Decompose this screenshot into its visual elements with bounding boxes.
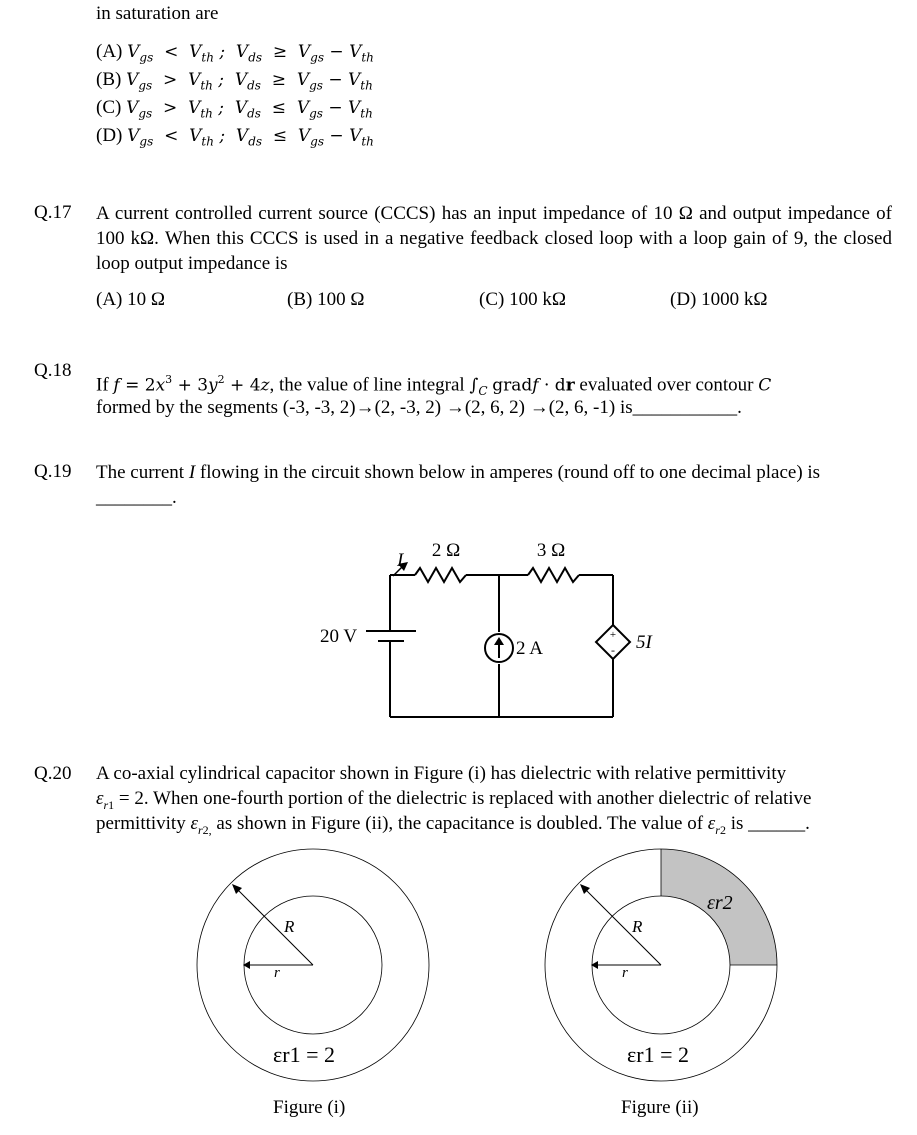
q16-option-c: (C) $V_{gs} > V_{th}$ ; $V_{ds} \le V_{gs} - V_{th}$ (96, 97, 373, 121)
fig2-epsilon-label: εr1 = 2 (627, 1042, 689, 1067)
q19-number: Q.19 (34, 461, 72, 482)
q20-line1: A co-axial cylindrical capacitor shown in Figure (i) has dielectric with relative permittivity (96, 763, 787, 784)
circuit-voltage-source-label: 20 V (320, 626, 358, 647)
figure-i-diagram (190, 840, 440, 1090)
q16-option-b: (B) $V_{gs} > V_{th}$ ; $V_{ds} \ge V_{gs} - V_{th}$ (96, 69, 373, 93)
q18-number: Q.18 (34, 360, 72, 381)
q20-number: Q.20 (34, 763, 72, 784)
circuit-current-label: I (397, 550, 404, 571)
q17-option-b: (B) 100 Ω (287, 289, 365, 310)
svg-text:+: + (609, 629, 617, 641)
q17-option-c: (C) 100 kΩ (479, 289, 566, 310)
q16-option-d: (D) $V_{gs} < V_{th}$ ; $V_{ds} \le V_{gs} - V_{th}$ (96, 125, 374, 149)
q18-line1: If $f = 2x^3 + 3y^2 + 4z$, the value of line integral $\int_C$ gradf · dr evaluated over contour C (96, 373, 772, 399)
q19-text: The current I flowing in the circuit shown below in amperes (round off to one decimal place) is ________. (96, 462, 821, 508)
figure-ii-caption: Figure (ii) (621, 1097, 699, 1118)
q17-text: A current controlled current source (CCCS) has an input impedance of 10 Ω and output impedance of 100 kΩ. When this CCCS is used in a negative feedback closed loop with a loop gain of 9, the closed loop output impedance is (96, 203, 892, 274)
fig2-r-label: r (622, 965, 628, 981)
q17-option-a: (A) 10 Ω (96, 289, 165, 310)
circuit-resistor-3-label: 3 Ω (536, 540, 566, 561)
fig2-epsilon2-label: εr2 (707, 892, 733, 914)
q17-number: Q.17 (34, 202, 72, 223)
q19-current-symbol: I (188, 462, 196, 483)
fig2-R-label: R (632, 917, 643, 936)
figure-i-caption: Figure (i) (273, 1097, 346, 1118)
fig1-r-label: r (274, 965, 280, 981)
svg-text:-: - (611, 643, 615, 657)
q16-tail-text: in saturation are (96, 3, 219, 24)
q20-line2: $\varepsilon_{r1} = 2$. When one-fourth portion of the dielectric is replaced with another dielectric of relative (96, 788, 812, 812)
circuit-resistor-2-label: 2 Ω (431, 540, 461, 561)
q19-circuit-diagram (300, 530, 652, 730)
q16-option-a: (A) $V_{gs} < V_{th}$ ; $V_{ds} \ge V_{gs} - V_{th}$ (96, 41, 374, 65)
q20-line3: permittivity $\varepsilon_{r2,}$ as shown in Figure (ii), the capacitance is doubled. The value of $\varepsilon_{r2}$ is ______. (96, 813, 810, 837)
circuit-dependent-source-label: 5I (636, 632, 652, 653)
q17-option-d: (D) 1000 kΩ (670, 289, 768, 310)
circuit-current-source-label: 2 A (516, 638, 543, 659)
figure-ii-diagram (538, 840, 788, 1090)
fig1-epsilon-label: εr1 = 2 (273, 1042, 335, 1067)
fig1-R-label: R (284, 917, 295, 936)
q18-line2: formed by the segments (-3, -3, 2)→(2, -3, 2) →(2, 6, 2) →(2, 6, -1) is___________. (96, 397, 742, 418)
